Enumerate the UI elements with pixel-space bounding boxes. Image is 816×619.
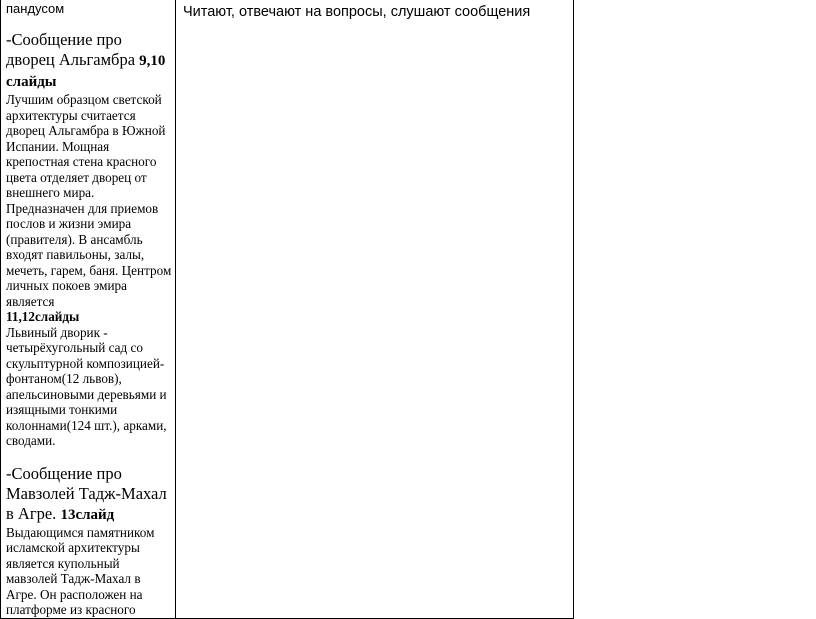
taj-mahal-title-text: -Сообщение про Мавзолей Тадж-Махал в Агре. — [6, 463, 167, 523]
alhambra-slides-label: 9,10 слайды — [6, 53, 166, 90]
lions-court-paragraph-text: Львиный дворик - четырёхугольный сад со скульптурной композицией-фонтаном(12 львов), апельсиновыми деревьями и изящными тонкими колоннами(124 шт.), арками, сводами. — [6, 324, 167, 448]
continued-text: пандусом — [6, 1, 65, 16]
alhambra-message-title — [6, 30, 173, 92]
right-cell — [176, 0, 574, 618]
alhambra-paragraph — [6, 92, 173, 449]
student-activity-text: Читают, отвечают на вопросы, слушают сообщения — [183, 4, 531, 20]
spacer — [6, 449, 173, 464]
lions-court-slides-label: 11,12слайды — [6, 309, 80, 324]
alhambra-title-text: -Сообщение про дворец Альгамбра — [6, 30, 140, 69]
left-cell-content — [1, 1, 175, 618]
table-row — [1, 0, 574, 618]
left-cell — [1, 0, 176, 618]
taj-mahal-message-title — [6, 464, 173, 525]
right-cell-content — [176, 3, 573, 21]
taj-mahal-paragraph: Выдающимся памятником исламской архитектуры является купольный мавзолей Тадж-Махал в Агре. Он расположен на платформе из красного — [6, 524, 155, 617]
taj-mahal-slides-label: 13слайд — [60, 506, 115, 523]
alhambra-paragraph-text: Лучшим образцом светской архитектуры считается дворец Альгамбра в Южной Испании. Мощная крепостная стена красного цвета отделяет дворец от внешнего мира. Предназначен для приемов послов и жизни эмира (правителя). В ансамбль входят павильоны, залы, мечеть, гарем, баня. Центром личных покоев эмира является — [6, 92, 172, 309]
